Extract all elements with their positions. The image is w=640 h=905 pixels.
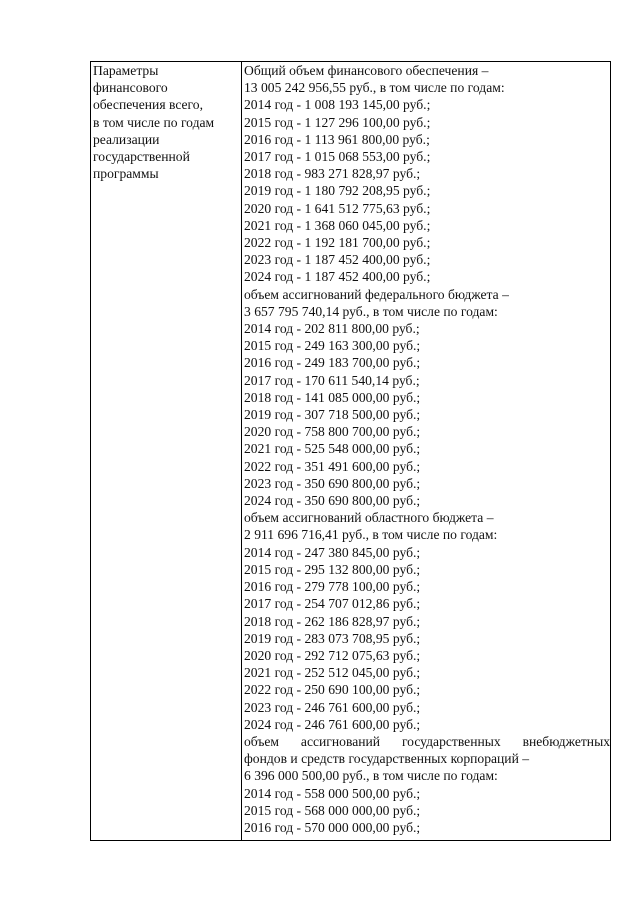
label-line: Параметры [93,63,159,78]
year-line: 2014 год - 247 380 845,00 руб.; [244,544,421,560]
regional-budget-amount: 2 911 696 716,41 руб., в том числе по годам: [244,527,498,543]
year-line: 2019 год - 307 718 500,00 руб.; [244,407,421,423]
year-line: 2015 год - 249 163 300,00 руб.; [244,338,421,354]
year-line: 2021 год - 252 512 045,00 руб.; [244,665,421,681]
label-line: реализации [93,131,160,147]
total-financing-amount: 13 005 242 956,55 руб., в том числе по годам: [244,80,505,96]
table-row [91,62,611,841]
extrabudgetary-funds-heading: объем ассигнований государственных внебюджетных [244,733,610,749]
year-line: 2021 год - 525 548 000,00 руб.; [244,441,421,457]
label-line: в том числе по годам [93,114,215,130]
year-line: 2024 год - 1 187 452 400,00 руб.; [244,269,431,285]
year-line: 2019 год - 1 180 792 208,95 руб.; [244,183,431,199]
label-line: государственной [93,149,190,165]
year-line: 2023 год - 246 761 600,00 руб.; [244,699,421,715]
federal-budget-heading: объем ассигнований федерального бюджета – [244,286,509,302]
year-line: 2018 год - 262 186 828,97 руб.; [244,613,421,629]
year-line: 2017 год - 254 707 012,86 руб.; [244,596,421,612]
year-line: 2021 год - 1 368 060 045,00 руб.; [244,217,431,233]
year-line: 2024 год - 246 761 600,00 руб.; [244,716,421,732]
year-line: 2018 год - 983 271 828,97 руб.; [244,166,421,182]
year-line: 2016 год - 279 778 100,00 руб.; [244,579,421,595]
label-line: программы [93,166,159,182]
year-line: 2015 год - 1 127 296 100,00 руб.; [244,114,431,130]
federal-budget-amount: 3 657 795 740,14 руб., в том числе по годам: [244,303,498,319]
year-line: 2023 год - 1 187 452 400,00 руб.; [244,252,431,268]
regional-budget-heading: объем ассигнований областного бюджета – [244,510,494,526]
year-line: 2015 год - 295 132 800,00 руб.; [244,561,421,577]
year-line: 2016 год - 1 113 961 800,00 руб.; [244,131,430,147]
year-line: 2023 год - 350 690 800,00 руб.; [244,475,421,491]
year-line: 2020 год - 758 800 700,00 руб.; [244,424,421,440]
year-line: 2016 год - 249 183 700,00 руб.; [244,355,421,371]
extrabudgetary-funds-amount: 6 396 000 500,00 руб., в том числе по годам: [244,768,498,784]
year-line: 2017 год - 1 015 068 553,00 руб.; [244,149,431,165]
year-line: 2014 год - 558 000 500,00 руб.; [244,785,421,801]
year-line: 2019 год - 283 073 708,95 руб.; [244,630,421,646]
cell-bottom-spacer [244,836,610,840]
parameter-label-cell [91,62,242,841]
year-line: 2024 год - 350 690 800,00 руб.; [244,493,421,509]
year-line: 2022 год - 1 192 181 700,00 руб.; [244,235,431,251]
year-line: 2014 год - 202 811 800,00 руб.; [244,321,420,337]
extrabudgetary-funds-heading-cont: фондов и средств государственных корпораций – [244,751,530,767]
parameter-value-cell [242,62,611,841]
year-line: 2015 год - 568 000 000,00 руб.; [244,802,421,818]
financing-parameters-table [90,61,611,841]
total-financing-heading: Общий объем финансового обеспечения – [244,63,489,78]
year-line: 2014 год - 1 008 193 145,00 руб.; [244,97,431,113]
year-line: 2020 год - 292 712 075,63 руб.; [244,647,421,663]
year-line: 2018 год - 141 085 000,00 руб.; [244,389,421,405]
label-line: финансового [93,80,168,96]
label-line: обеспечения всего, [93,97,203,113]
year-line: 2017 год - 170 611 540,14 руб.; [244,372,420,388]
year-line: 2022 год - 351 491 600,00 руб.; [244,458,421,474]
year-line: 2022 год - 250 690 100,00 руб.; [244,682,421,698]
year-line: 2020 год - 1 641 512 775,63 руб.; [244,200,431,216]
year-line: 2016 год - 570 000 000,00 руб.; [244,819,421,835]
